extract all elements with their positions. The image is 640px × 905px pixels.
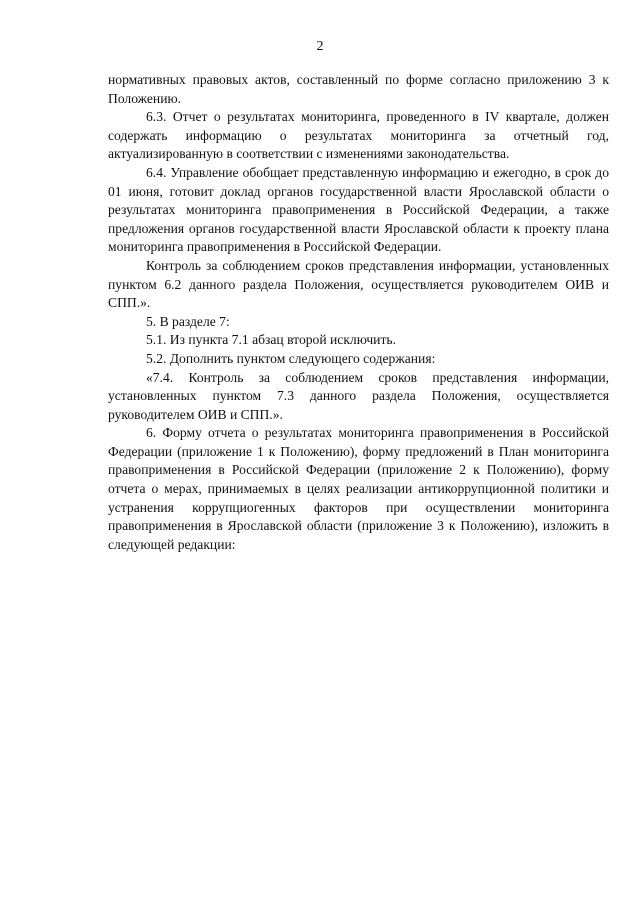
paragraph: 6. Форму отчета о результатах мониторинга правоприменения в Российской Федерации (приложение 1 к Положению), форму предложений в План мониторинга правоприменения в Российской Федерации (приложение 2 к Положению), форму отчета о мерах, принимаемых в целях реализации антикоррупционной политики и устранения коррупциогенных факторов при осуществлении мониторинга правоприменения в Ярославской области (приложение 3 к Положению), изложить в следующей редакции: <box>108 425 609 552</box>
page-number: 2 <box>316 39 324 54</box>
paragraph: Контроль за соблюдением сроков представления информации, установленных пунктом 6.2 данного раздела Положения, осуществляется руководителем ОИВ и СПП.». <box>108 257 609 311</box>
paragraph: нормативных правовых актов, составленный по форме согласно приложению 3 к Положению. <box>108 72 609 106</box>
paragraph: «7.4. Контроль за соблюдением сроков представления информации, установленных пунктом 7.3 данного раздела Положения, осуществляется руководителем ОИВ и СПП.». <box>108 369 609 422</box>
paragraph: 5. В разделе 7: <box>146 313 230 329</box>
paragraph: 6.3. Отчет о результатах мониторинга, проведенного в IV квартале, должен содержать информацию о результатах мониторинга за отчетный год, актуализированную в соответствии с изменениями законодательства. <box>108 109 609 162</box>
document-body <box>108 71 609 554</box>
paragraph: 5.1. Из пункта 7.1 абзац второй исключить. <box>146 332 396 348</box>
paragraph: 6.4. Управление обобщает представленную информацию и ежегодно, в срок до 01 июня, готовит доклад органов государственной власти Ярославской области о результатах мониторинга правоприменения в Российской Федерации, а также предложения органов государственной власти Ярославской области к проекту плана мониторинга правоприменения в Российской Федерации. <box>108 164 609 255</box>
paragraph: 5.2. Дополнить пунктом следующего содержания: <box>146 350 436 366</box>
